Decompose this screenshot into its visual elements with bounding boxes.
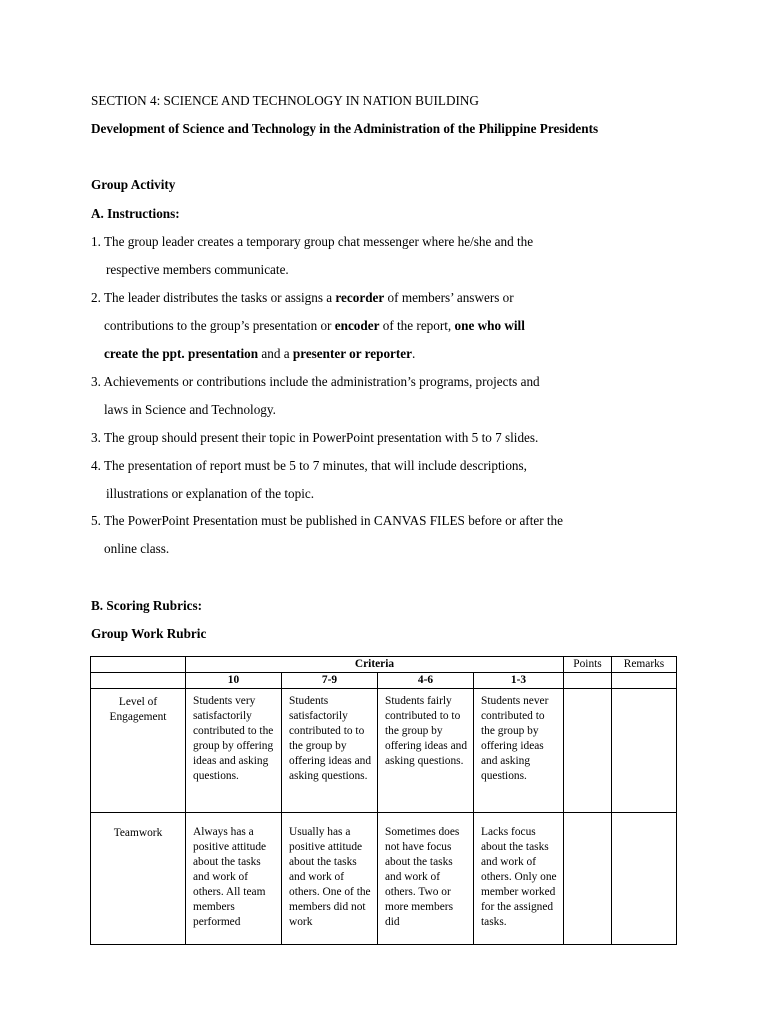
instruction-text: 2. The leader distributes the tasks or assigns a [91, 290, 336, 305]
instruction-bold-text: create the ppt. presentation [104, 346, 259, 361]
instruction-bold-text: encoder [334, 318, 380, 333]
rubric-header-row [91, 657, 677, 673]
rubric-table-title: Group Work Rubric [91, 626, 207, 641]
row-label-cell: Level of Engagement [91, 689, 186, 813]
criteria-cell: Students very satisfactorily contributed to the group by offering ideas and asking questions. [186, 689, 282, 813]
rubrics-heading: B. Scoring Rubrics: [91, 598, 202, 613]
remarks-cell [612, 689, 677, 813]
criteria-header: Criteria [186, 657, 564, 673]
document-subtitle: Development of Science and Technology in the Administration of the Philippine Presidents [91, 121, 599, 136]
instruction-5-line-2: illustrations or explanation of the topic. [106, 486, 315, 501]
instruction-text: and a [258, 346, 293, 361]
score-range-cell: 10 [186, 673, 282, 689]
criteria-cell: Students fairly contributed to to the group by offering ideas and asking questions. [378, 689, 474, 813]
instruction-3-line-2: laws in Science and Technology. [104, 402, 276, 417]
score-range-row [91, 673, 677, 689]
rubric-table [90, 656, 677, 945]
instruction-2-line-3 [104, 346, 415, 362]
points-cell [564, 813, 612, 945]
instruction-2-line-1 [91, 290, 514, 306]
empty-header-cell [91, 657, 186, 673]
score-range-cell: 7-9 [282, 673, 378, 689]
remarks-header: Remarks [612, 657, 677, 673]
criteria-cell: Students satisfactorily contributed to to the group by offering ideas and asking questions. [282, 689, 378, 813]
criteria-cell: Sometimes does not have focus about the tasks and work of others. Two or more members did [378, 813, 474, 945]
criteria-cell: Always has a positive attitude about the tasks and work of others. All team members performed [186, 813, 282, 945]
remarks-cell [612, 813, 677, 945]
points-cell [564, 689, 612, 813]
instruction-6-line-2: online class. [104, 541, 170, 556]
instruction-bold-text: recorder [335, 290, 385, 305]
table-row [91, 813, 677, 945]
criteria-cell: Usually has a positive attitude about the tasks and work of others. One of the members did not work [282, 813, 378, 945]
score-range-cell: 4-6 [378, 673, 474, 689]
instructions-heading: A. Instructions: [91, 206, 180, 221]
row-label-cell: Teamwork [91, 813, 186, 945]
empty-score-cell [91, 673, 186, 689]
instruction-bold-text: presenter or reporter [292, 346, 413, 361]
instruction-text: of the report, [379, 318, 455, 333]
section-title: SECTION 4: SCIENCE AND TECHNOLOGY IN NATION BUILDING [91, 93, 479, 108]
instruction-1-line-1: 1. The group leader creates a temporary group chat messenger where he/she and the [91, 234, 534, 249]
points-header: Points [564, 657, 612, 673]
instruction-1-line-2: respective members communicate. [106, 262, 289, 277]
criteria-cell: Lacks focus about the tasks and work of others. Only one member worked for the assigned tasks. [474, 813, 564, 945]
instruction-4-line-1: 3. The group should present their topic in PowerPoint presentation with 5 to 7 slides. [91, 430, 539, 445]
empty-score-cell [612, 673, 677, 689]
instruction-text: of members’ answers or [384, 290, 514, 305]
instruction-2-line-2 [104, 318, 525, 334]
instruction-bold-text: one who will [454, 318, 525, 333]
instruction-text: . [412, 346, 416, 361]
empty-score-cell [564, 673, 612, 689]
score-range-cell: 1-3 [474, 673, 564, 689]
criteria-cell: Students never contributed to the group by offering ideas and asking questions. [474, 689, 564, 813]
instruction-5-line-1: 4. The presentation of report must be 5 to 7 minutes, that will include descriptions, [91, 458, 527, 473]
instruction-text: contributions to the group’s presentation or [104, 318, 335, 333]
table-row [91, 689, 677, 813]
instruction-6-line-1: 5. The PowerPoint Presentation must be published in CANVAS FILES before or after the [91, 513, 564, 528]
activity-title: Group Activity [91, 177, 176, 192]
instruction-3-line-1: 3. Achievements or contributions include the administration’s programs, projects and [91, 374, 540, 389]
